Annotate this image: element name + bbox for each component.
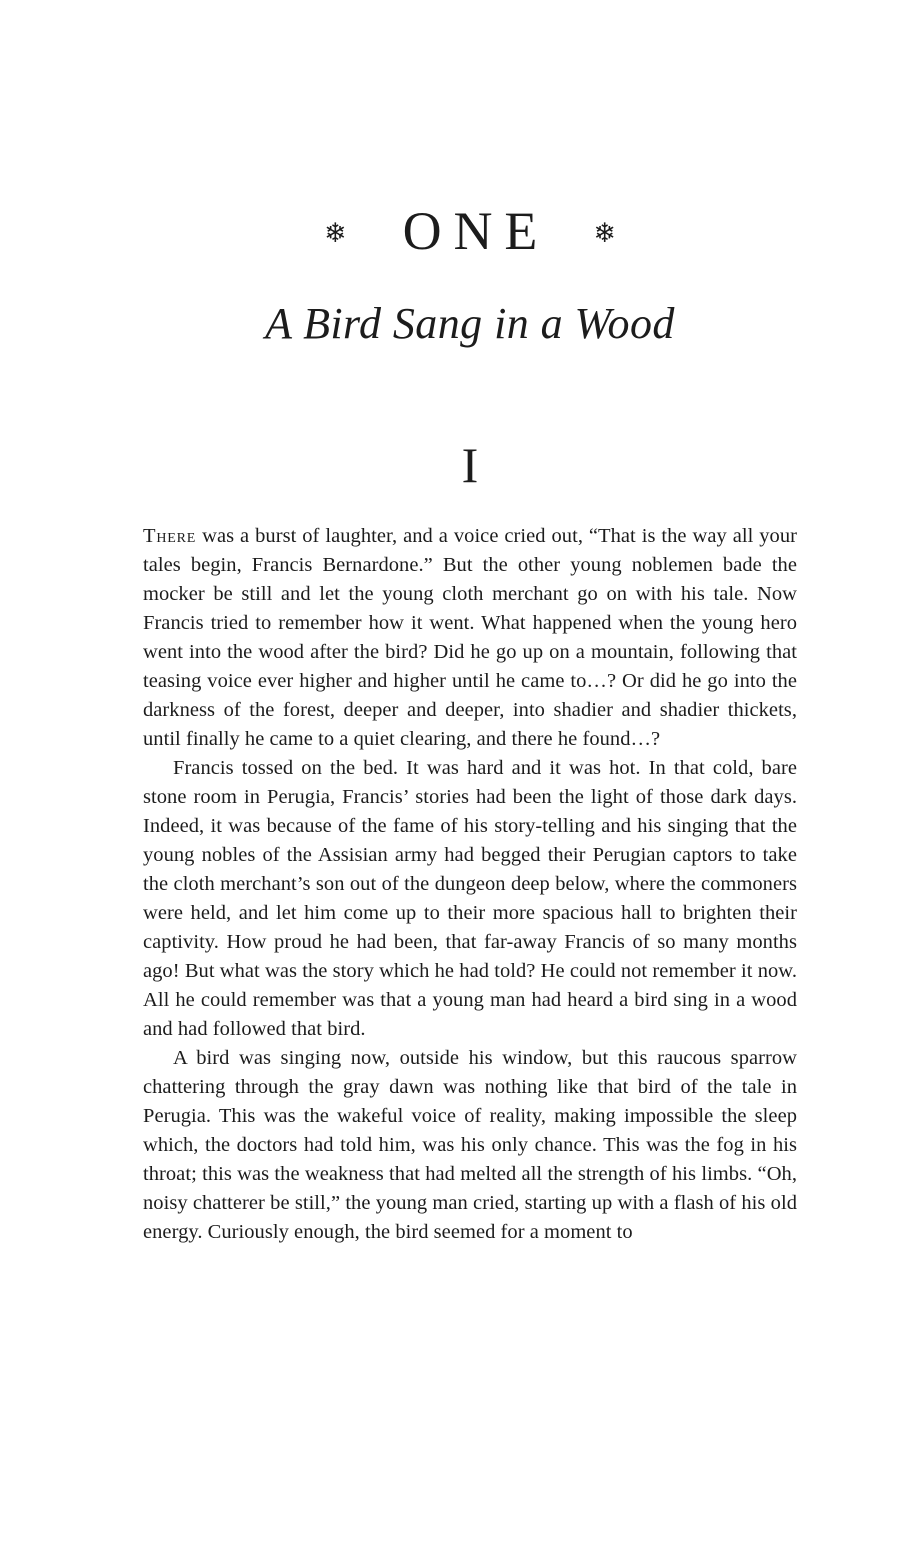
- book-page: [0, 201, 900, 1558]
- paragraph-1-text: was a burst of laughter, and a voice cried out, “That is the way all your tales begin, Francis Bernardone.” But the other young noblemen bade the mocker be still and let the young cloth merchant go on with his tale. Now Francis tried to remember how it went. What happened when the young hero went into the wood after the bird? Did he go up on a mountain, following that teasing voice ever higher and higher until he came to…? Or did he go into the darkness of the forest, deeper and deeper, into shadier and shadier thickets, until finally he came to a quiet clearing, and there he found…?: [143, 525, 797, 750]
- lead-word-smallcaps: There: [143, 525, 197, 547]
- chapter-body: [143, 522, 797, 1247]
- snowflake-ornament-left-icon: ❄: [324, 217, 347, 249]
- chapter-number: ONE: [402, 201, 550, 261]
- section-numeral: I: [461, 437, 479, 493]
- chapter-title: A Bird Sang in a Wood: [265, 299, 675, 348]
- paragraph-3: A bird was singing now, outside his window, but this raucous sparrow chattering through the gray dawn was nothing like that bird of the tale in Perugia. This was the wakeful voice of reality, making impossible the sleep which, the doctors had told him, was his only chance. This was the fog in his throat; this was the weakness that had melted all the strength of his limbs. “Oh, noisy chatterer be still,” the young man cried, starting up with a flash of his old energy. Curiously enough, the bird seemed for a moment to: [143, 1047, 797, 1243]
- chapter-number-row: [143, 201, 797, 261]
- paragraph-1: [143, 522, 797, 754]
- chapter-header: [143, 201, 797, 348]
- paragraph-2: Francis tossed on the bed. It was hard and it was hot. In that cold, bare stone room in Perugia, Francis’ stories had been the light of those dark days. Indeed, it was because of the fame of his story-telling and his singing that the young nobles of the Assisian army had begged their Perugian captors to take the cloth merchant’s son out of the dungeon deep below, where the commoners were held, and let him come up to their more spacious hall to brighten their captivity. How proud he had been, that far-away Francis of so many months ago! But what was the story which he had told? He could not remember it now. All he could remember was that a young man had heard a bird sing in a wood and had followed that bird.: [143, 757, 797, 1040]
- snowflake-ornament-right-icon: ❄: [593, 217, 616, 249]
